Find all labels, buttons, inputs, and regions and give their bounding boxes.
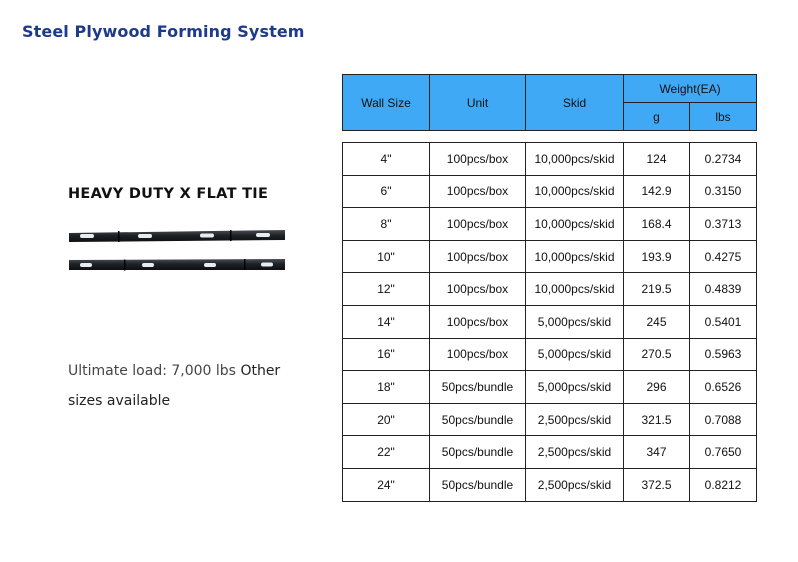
table-row: [343, 208, 757, 241]
header-g: g: [624, 103, 690, 131]
cell-wall-size: 20": [343, 403, 430, 436]
cell-unit: 50pcs/bundle: [430, 371, 526, 404]
cell-skid: 10,000pcs/skid: [526, 208, 624, 241]
cell-unit: 100pcs/box: [430, 338, 526, 371]
cell-skid: 2,500pcs/skid: [526, 436, 624, 469]
cell-lbs: 0.4839: [690, 273, 757, 306]
cell-lbs: 0.2734: [690, 143, 757, 176]
cell-wall-size: 10": [343, 240, 430, 273]
cell-lbs: 0.6526: [690, 371, 757, 404]
cell-skid: 10,000pcs/skid: [526, 273, 624, 306]
cell-lbs: 0.3150: [690, 175, 757, 208]
header-skid: Skid: [526, 75, 624, 131]
flat-tie-bars-image: [66, 222, 288, 280]
cell-g: 321.5: [624, 403, 690, 436]
cell-lbs: 0.3713: [690, 208, 757, 241]
cell-wall-size: 16": [343, 338, 430, 371]
cell-skid: 10,000pcs/skid: [526, 143, 624, 176]
cell-g: 142.9: [624, 175, 690, 208]
table-row: [343, 468, 757, 501]
tie-bar-upper: [69, 230, 285, 242]
cell-skid: 2,500pcs/skid: [526, 468, 624, 501]
table-row: [343, 338, 757, 371]
cell-g: 193.9: [624, 240, 690, 273]
cell-unit: 50pcs/bundle: [430, 436, 526, 469]
cell-lbs: 0.4275: [690, 240, 757, 273]
header-wall-size: Wall Size: [343, 75, 430, 131]
cell-skid: 10,000pcs/skid: [526, 175, 624, 208]
cell-unit: 100pcs/box: [430, 305, 526, 338]
cell-unit: 50pcs/bundle: [430, 468, 526, 501]
cell-wall-size: 22": [343, 436, 430, 469]
cell-g: 245: [624, 305, 690, 338]
cell-wall-size: 18": [343, 371, 430, 404]
product-description: [68, 356, 298, 416]
tie-bar-lower: [69, 259, 285, 271]
page-title: Steel Plywood Forming System: [22, 22, 305, 41]
description-load: Ultimate load: 7,000 lbs: [68, 363, 236, 379]
header-lbs: lbs: [690, 103, 757, 131]
cell-wall-size: 4": [343, 143, 430, 176]
cell-wall-size: 12": [343, 273, 430, 306]
cell-wall-size: 24": [343, 468, 430, 501]
cell-wall-size: 8": [343, 208, 430, 241]
cell-g: 168.4: [624, 208, 690, 241]
cell-wall-size: 14": [343, 305, 430, 338]
cell-unit: 100pcs/box: [430, 175, 526, 208]
header-unit: Unit: [430, 75, 526, 131]
cell-unit: 100pcs/box: [430, 208, 526, 241]
cell-lbs: 0.5963: [690, 338, 757, 371]
cell-lbs: 0.8212: [690, 468, 757, 501]
spec-table-body: [342, 142, 757, 502]
cell-unit: 50pcs/bundle: [430, 403, 526, 436]
cell-skid: 2,500pcs/skid: [526, 403, 624, 436]
table-row: [343, 305, 757, 338]
cell-g: 372.5: [624, 468, 690, 501]
cell-g: 219.5: [624, 273, 690, 306]
cell-skid: 10,000pcs/skid: [526, 240, 624, 273]
cell-unit: 100pcs/box: [430, 240, 526, 273]
cell-lbs: 0.5401: [690, 305, 757, 338]
header-weight: Weight(EA): [624, 75, 757, 103]
product-title: HEAVY DUTY X FLAT TIE: [68, 186, 269, 202]
table-row: [343, 240, 757, 273]
cell-wall-size: 6": [343, 175, 430, 208]
table-row: [343, 403, 757, 436]
cell-unit: 100pcs/box: [430, 143, 526, 176]
table-row: [343, 273, 757, 306]
cell-skid: 5,000pcs/skid: [526, 305, 624, 338]
cell-g: 296: [624, 371, 690, 404]
cell-skid: 5,000pcs/skid: [526, 371, 624, 404]
table-row: [343, 371, 757, 404]
table-row: [343, 143, 757, 176]
cell-lbs: 0.7650: [690, 436, 757, 469]
cell-g: 347: [624, 436, 690, 469]
description-other-sizes: Other sizes available: [68, 363, 281, 409]
cell-unit: 100pcs/box: [430, 273, 526, 306]
cell-g: 270.5: [624, 338, 690, 371]
table-row: [343, 436, 757, 469]
cell-lbs: 0.7088: [690, 403, 757, 436]
table-row: [343, 175, 757, 208]
spec-table-header: [342, 74, 757, 131]
cell-skid: 5,000pcs/skid: [526, 338, 624, 371]
cell-g: 124: [624, 143, 690, 176]
